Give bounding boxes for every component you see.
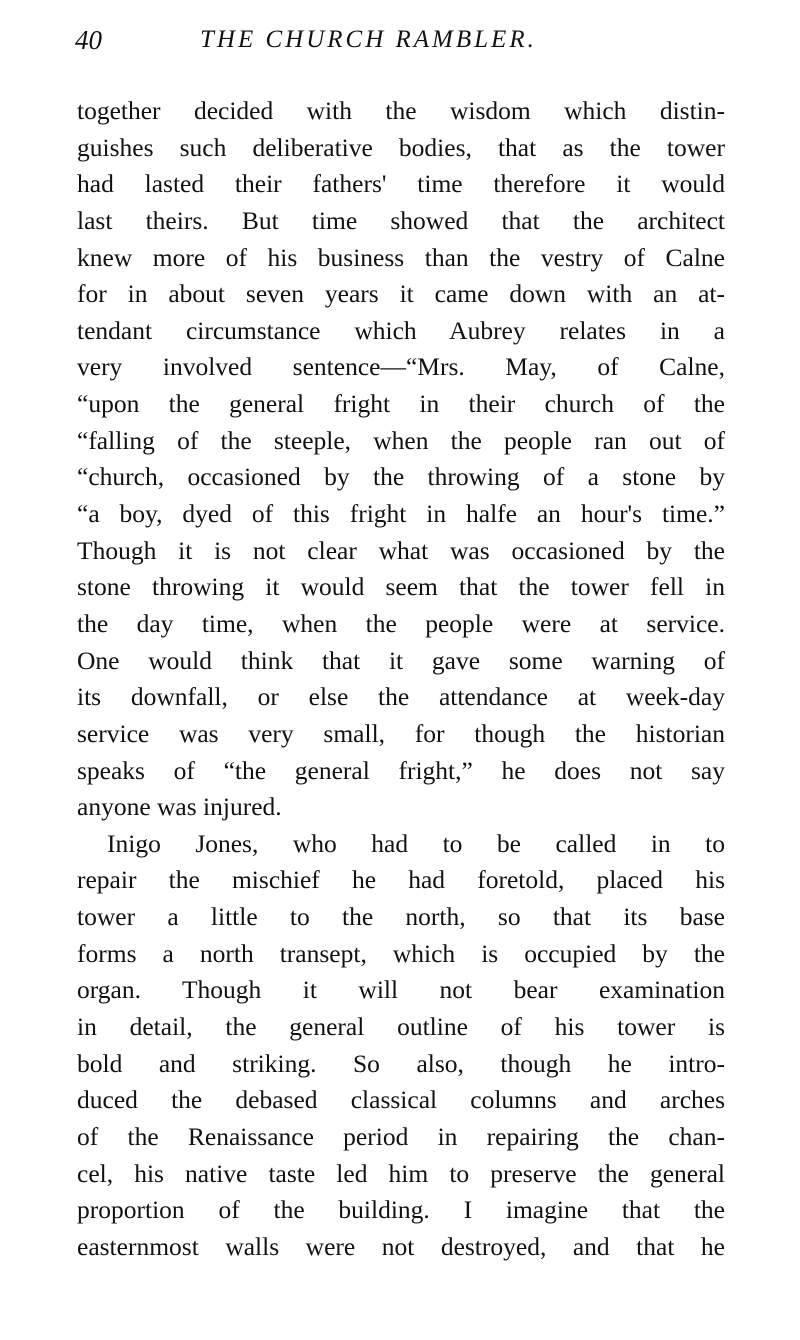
text-line: had lasted their fathers' time therefore it would (77, 169, 725, 199)
text-line: easternmost walls were not destroyed, and that he (77, 1231, 725, 1261)
text-line: “church, occasioned by the throwing of a stone by (77, 462, 725, 492)
text-line: repair the mischief he had foretold, placed his (77, 865, 725, 895)
paragraph (77, 826, 725, 1266)
running-title: THE CHURCH RAMBLER. (200, 26, 537, 53)
text-line: “upon the general fright in their church of the (77, 389, 725, 419)
text-line: of the Renaissance period in repairing the chan- (77, 1121, 725, 1151)
text-line: tower a little to the north, so that its base (77, 902, 725, 932)
text-line: together decided with the wisdom which distin- (77, 96, 725, 125)
text-line: tendant circumstance which Aubrey relates in a (77, 315, 725, 345)
text-line: Though it is not clear what was occasioned by the (77, 535, 725, 565)
text-line: its downfall, or else the attendance at week-day (77, 682, 725, 712)
text-line: “a boy, dyed of this fright in halfe an hour's time.” (77, 499, 725, 529)
text-line: guishes such deliberative bodies, that as the tower (77, 132, 725, 162)
text-line: in detail, the general outline of his tower is (77, 1012, 725, 1042)
text-line: proportion of the building. I imagine that the (77, 1195, 725, 1225)
text-line: organ. Though it will not bear examination (77, 975, 725, 1005)
text-line: last theirs. But time showed that the architect (77, 205, 725, 235)
text-line: forms a north transept, which is occupied by the (77, 938, 725, 968)
text-line: “falling of the steeple, when the people ran out of (77, 425, 725, 455)
text-line: stone throwing it would seem that the tower fell in (77, 572, 725, 602)
text-line: bold and striking. So also, though he intro- (77, 1048, 725, 1078)
text-line: very involved sentence—“Mrs. May, of Calne, (77, 352, 725, 382)
text-line: service was very small, for though the historian (77, 718, 725, 748)
text-line: the day time, when the people were at service. (77, 608, 725, 638)
text-line: anyone was injured. (77, 792, 282, 822)
text-line: One would think that it gave some warning of (77, 645, 725, 675)
text-line: knew more of his business than the vestry of Calne (77, 242, 725, 272)
paragraph (77, 93, 725, 826)
text-line: for in about seven years it came down with an at- (77, 279, 725, 309)
page-number: 40 (75, 25, 102, 55)
text-line: cel, his native taste led him to preserve the general (77, 1158, 725, 1188)
text-line: duced the debased classical columns and arches (77, 1085, 725, 1115)
text-line: speaks of “the general fright,” he does not say (77, 755, 725, 785)
page-header (75, 22, 725, 58)
text-line: Inigo Jones, who had to be called in to (107, 828, 725, 858)
body-text (77, 93, 725, 1266)
